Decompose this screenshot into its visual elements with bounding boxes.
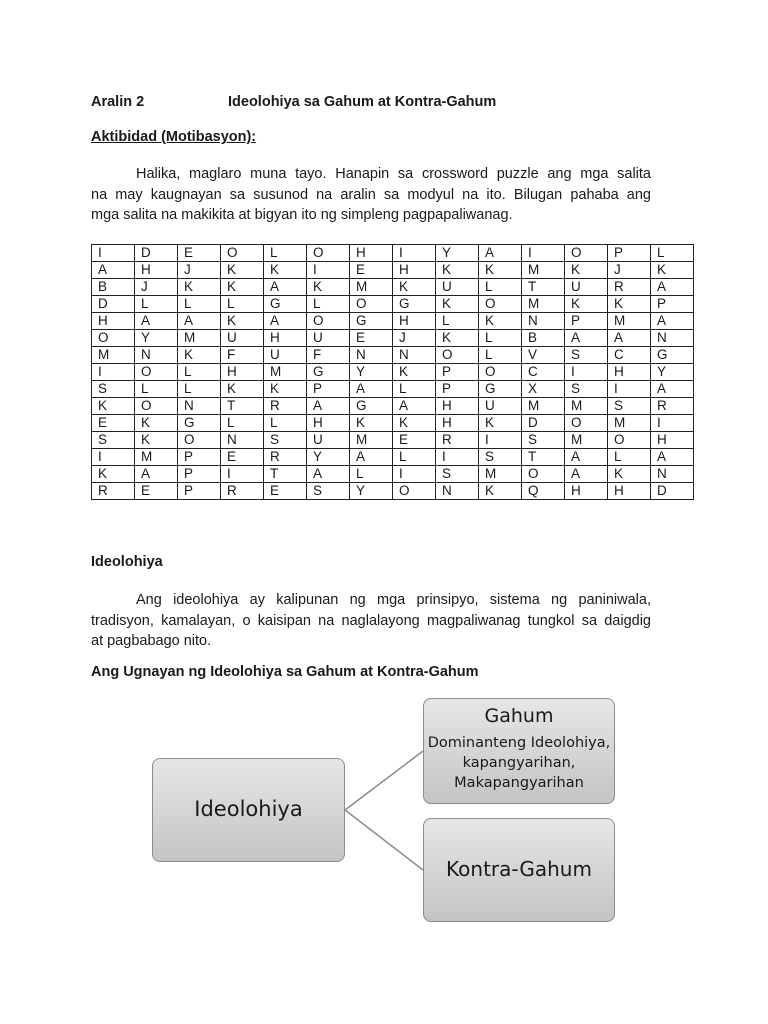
grid-cell: A	[565, 466, 608, 483]
grid-cell: O	[350, 296, 393, 313]
grid-cell: S	[565, 381, 608, 398]
grid-cell: A	[264, 279, 307, 296]
grid-cell: O	[307, 245, 350, 262]
lesson-number: Aralin 2	[91, 94, 145, 110]
grid-cell: X	[522, 381, 565, 398]
grid-cell: Y	[350, 364, 393, 381]
grid-cell: P	[565, 313, 608, 330]
grid-cell: O	[608, 432, 651, 449]
grid-cell: L	[479, 330, 522, 347]
grid-cell: R	[221, 483, 264, 500]
grid-cell: I	[436, 449, 479, 466]
grid-cell: F	[307, 347, 350, 364]
grid-cell: M	[565, 398, 608, 415]
grid-cell: N	[393, 347, 436, 364]
grid-cell: M	[522, 398, 565, 415]
connector-to-gahum	[345, 751, 423, 810]
grid-cell: S	[436, 466, 479, 483]
grid-cell: T	[522, 279, 565, 296]
grid-cell: K	[135, 415, 178, 432]
grid-cell: I	[92, 245, 135, 262]
grid-cell: K	[565, 262, 608, 279]
grid-cell: A	[651, 449, 694, 466]
grid-cell: P	[307, 381, 350, 398]
grid-cell: P	[436, 381, 479, 398]
grid-cell: A	[651, 313, 694, 330]
grid-cell: V	[522, 347, 565, 364]
grid-cell: G	[178, 415, 221, 432]
grid-cell: L	[350, 466, 393, 483]
diagram-ideolohiya-box	[152, 758, 345, 862]
grid-cell: S	[307, 483, 350, 500]
grid-cell: H	[651, 432, 694, 449]
grid-cell: E	[92, 415, 135, 432]
grid-cell: A	[393, 398, 436, 415]
grid-cell: H	[393, 313, 436, 330]
grid-cell: A	[651, 381, 694, 398]
grid-cell: I	[651, 415, 694, 432]
relation-heading: Ang Ugnayan ng Ideolohiya sa Gahum at Kontra-Gahum	[91, 664, 479, 680]
grid-cell: F	[221, 347, 264, 364]
grid-cell: I	[393, 466, 436, 483]
grid-cell: H	[221, 364, 264, 381]
grid-cell: K	[264, 381, 307, 398]
gahum-desc-line: kapangyarihan,	[462, 755, 576, 771]
grid-cell: M	[264, 364, 307, 381]
grid-cell: L	[135, 381, 178, 398]
grid-cell: Y	[307, 449, 350, 466]
grid-cell: Y	[350, 483, 393, 500]
grid-cell: H	[135, 262, 178, 279]
grid-cell: O	[135, 364, 178, 381]
grid-cell: D	[135, 245, 178, 262]
grid-cell: R	[264, 449, 307, 466]
grid-cell: A	[264, 313, 307, 330]
grid-cell: M	[522, 262, 565, 279]
grid-cell: R	[264, 398, 307, 415]
grid-cell: G	[350, 313, 393, 330]
kontra-gahum-label: Kontra-Gahum	[446, 857, 592, 881]
grid-cell: H	[608, 483, 651, 500]
grid-cell: K	[178, 279, 221, 296]
grid-cell: S	[92, 381, 135, 398]
grid-cell: N	[221, 432, 264, 449]
grid-cell: M	[350, 432, 393, 449]
grid-cell: G	[307, 364, 350, 381]
grid-cell: M	[565, 432, 608, 449]
grid-cell: H	[92, 313, 135, 330]
grid-cell: A	[135, 466, 178, 483]
grid-cell: O	[135, 398, 178, 415]
grid-cell: I	[221, 466, 264, 483]
grid-cell: U	[307, 330, 350, 347]
grid-cell: M	[608, 415, 651, 432]
grid-cell: H	[608, 364, 651, 381]
grid-cell: S	[522, 432, 565, 449]
grid-cell: R	[436, 432, 479, 449]
grid-cell: S	[479, 449, 522, 466]
grid-cell: S	[608, 398, 651, 415]
grid-cell: P	[436, 364, 479, 381]
grid-cell: K	[479, 415, 522, 432]
grid-cell: A	[135, 313, 178, 330]
grid-cell: K	[92, 466, 135, 483]
grid-cell: P	[608, 245, 651, 262]
grid-cell: C	[608, 347, 651, 364]
grid-cell: K	[436, 296, 479, 313]
grid-cell: H	[436, 415, 479, 432]
grid-cell: H	[350, 245, 393, 262]
grid-cell: K	[436, 330, 479, 347]
grid-cell: E	[178, 245, 221, 262]
grid-cell: I	[522, 245, 565, 262]
grid-cell: B	[92, 279, 135, 296]
grid-cell: K	[479, 262, 522, 279]
grid-cell: P	[178, 466, 221, 483]
definition-line: at pagbabago nito.	[91, 633, 212, 649]
grid-cell: A	[307, 398, 350, 415]
grid-cell: A	[479, 245, 522, 262]
grid-cell: Y	[135, 330, 178, 347]
gahum-desc-line: Dominanteng Ideolohiya,	[427, 735, 611, 751]
grid-cell: U	[221, 330, 264, 347]
grid-cell: L	[264, 245, 307, 262]
grid-cell: N	[522, 313, 565, 330]
grid-cell: U	[436, 279, 479, 296]
grid-cell: K	[307, 279, 350, 296]
grid-cell: O	[436, 347, 479, 364]
grid-cell: A	[608, 330, 651, 347]
grid-cell: T	[264, 466, 307, 483]
grid-cell: K	[393, 364, 436, 381]
grid-cell: L	[479, 279, 522, 296]
grid-cell: M	[522, 296, 565, 313]
grid-cell: H	[264, 330, 307, 347]
grid-cell: K	[436, 262, 479, 279]
grid-cell: L	[178, 381, 221, 398]
grid-cell: K	[178, 347, 221, 364]
grid-cell: Q	[522, 483, 565, 500]
grid-cell: L	[178, 364, 221, 381]
grid-cell: O	[565, 245, 608, 262]
connector-to-kontra	[345, 810, 423, 870]
grid-cell: N	[178, 398, 221, 415]
grid-cell: L	[307, 296, 350, 313]
grid-cell: G	[350, 398, 393, 415]
grid-cell: K	[264, 262, 307, 279]
grid-cell: L	[393, 449, 436, 466]
grid-cell: A	[350, 381, 393, 398]
grid-cell: J	[178, 262, 221, 279]
grid-cell: S	[264, 432, 307, 449]
diagram-gahum-box	[423, 698, 615, 804]
grid-cell: B	[522, 330, 565, 347]
grid-cell: L	[436, 313, 479, 330]
grid-cell: J	[608, 262, 651, 279]
grid-cell: A	[565, 449, 608, 466]
grid-cell: M	[608, 313, 651, 330]
grid-cell: E	[350, 330, 393, 347]
grid-cell: G	[479, 381, 522, 398]
grid-cell: Y	[651, 364, 694, 381]
grid-cell: K	[393, 279, 436, 296]
grid-cell: O	[178, 432, 221, 449]
grid-cell: U	[565, 279, 608, 296]
grid-cell: K	[608, 296, 651, 313]
grid-cell: H	[393, 262, 436, 279]
grid-cell: O	[565, 415, 608, 432]
gahum-title: Gahum	[484, 705, 554, 727]
instruction-line: na may kaugnayan sa susunod na aralin sa modyul na ito. Bilugan pahaba ang	[91, 186, 651, 203]
grid-cell: U	[479, 398, 522, 415]
grid-cell: G	[651, 347, 694, 364]
grid-cell: P	[178, 483, 221, 500]
grid-cell: E	[393, 432, 436, 449]
instruction-line: mga salita na makikita at bigyan ito ng simpleng pagpapaliwanag.	[91, 207, 513, 223]
grid-cell: R	[608, 279, 651, 296]
grid-cell: L	[608, 449, 651, 466]
grid-cell: I	[92, 449, 135, 466]
grid-cell: T	[522, 449, 565, 466]
grid-cell: E	[350, 262, 393, 279]
grid-cell: I	[608, 381, 651, 398]
grid-cell: O	[479, 364, 522, 381]
grid-cell: N	[436, 483, 479, 500]
grid-cell: K	[221, 262, 264, 279]
grid-cell: K	[92, 398, 135, 415]
grid-cell: L	[221, 415, 264, 432]
grid-cell: K	[221, 313, 264, 330]
ideolohiya-heading: Ideolohiya	[91, 554, 163, 570]
grid-cell: M	[350, 279, 393, 296]
grid-cell: P	[651, 296, 694, 313]
grid-cell: L	[393, 381, 436, 398]
diagram-kontra-gahum-box	[423, 818, 615, 922]
grid-cell: L	[651, 245, 694, 262]
activity-heading: Aktibidad (Motibasyon):	[91, 129, 257, 145]
grid-cell: K	[565, 296, 608, 313]
grid-cell: P	[178, 449, 221, 466]
grid-cell: M	[92, 347, 135, 364]
grid-cell: A	[350, 449, 393, 466]
grid-cell: A	[92, 262, 135, 279]
grid-cell: U	[307, 432, 350, 449]
grid-cell: S	[92, 432, 135, 449]
grid-cell: Y	[436, 245, 479, 262]
ideolohiya-label: Ideolohiya	[194, 797, 303, 821]
grid-cell: D	[92, 296, 135, 313]
grid-cell: A	[178, 313, 221, 330]
grid-cell: J	[393, 330, 436, 347]
grid-cell: L	[264, 415, 307, 432]
grid-cell: T	[221, 398, 264, 415]
grid-cell: U	[264, 347, 307, 364]
grid-cell: E	[135, 483, 178, 500]
grid-cell: K	[393, 415, 436, 432]
grid-cell: K	[221, 279, 264, 296]
grid-cell: L	[221, 296, 264, 313]
grid-cell: N	[651, 466, 694, 483]
grid-cell: M	[178, 330, 221, 347]
grid-cell: C	[522, 364, 565, 381]
grid-cell: E	[221, 449, 264, 466]
grid-cell: I	[92, 364, 135, 381]
grid-cell: K	[221, 381, 264, 398]
grid-cell: H	[436, 398, 479, 415]
grid-cell: L	[479, 347, 522, 364]
grid-cell: K	[651, 262, 694, 279]
grid-cell: H	[307, 415, 350, 432]
definition-line: Ang ideolohiya ay kalipunan ng mga prinsipyo, sistema ng paniniwala,	[136, 592, 651, 608]
grid-cell: A	[307, 466, 350, 483]
grid-cell: O	[221, 245, 264, 262]
grid-cell: J	[135, 279, 178, 296]
gahum-desc-line: Makapangyarihan	[454, 775, 584, 791]
grid-cell: O	[92, 330, 135, 347]
grid-cell: I	[479, 432, 522, 449]
grid-cell: D	[522, 415, 565, 432]
grid-cell: H	[565, 483, 608, 500]
grid-cell: L	[178, 296, 221, 313]
grid-cell: I	[393, 245, 436, 262]
grid-cell: K	[350, 415, 393, 432]
grid-cell: O	[479, 296, 522, 313]
grid-cell: K	[135, 432, 178, 449]
grid-cell: O	[307, 313, 350, 330]
grid-cell: A	[651, 279, 694, 296]
grid-cell: M	[135, 449, 178, 466]
grid-cell: K	[479, 483, 522, 500]
grid-cell: G	[264, 296, 307, 313]
grid-cell: I	[565, 364, 608, 381]
lesson-title: Ideolohiya sa Gahum at Kontra-Gahum	[228, 94, 497, 110]
grid-cell: K	[479, 313, 522, 330]
grid-cell: K	[608, 466, 651, 483]
grid-cell: S	[565, 347, 608, 364]
grid-cell: N	[135, 347, 178, 364]
grid-cell: M	[479, 466, 522, 483]
grid-cell: N	[350, 347, 393, 364]
grid-cell: A	[565, 330, 608, 347]
grid-cell: R	[651, 398, 694, 415]
grid-cell: I	[307, 262, 350, 279]
instruction-line: Halika, maglaro muna tayo. Hanapin sa crossword puzzle ang mga salita	[136, 166, 651, 182]
grid-cell: R	[92, 483, 135, 500]
grid-cell: L	[135, 296, 178, 313]
grid-cell: E	[264, 483, 307, 500]
grid-cell: N	[651, 330, 694, 347]
grid-cell: O	[522, 466, 565, 483]
grid-cell: D	[651, 483, 694, 500]
definition-line: tradisyon, kamalayan, o kaisipan na naglalayong magpaliwanag tungkol sa daigdig	[91, 612, 651, 629]
grid-cell: O	[393, 483, 436, 500]
grid-cell: G	[393, 296, 436, 313]
